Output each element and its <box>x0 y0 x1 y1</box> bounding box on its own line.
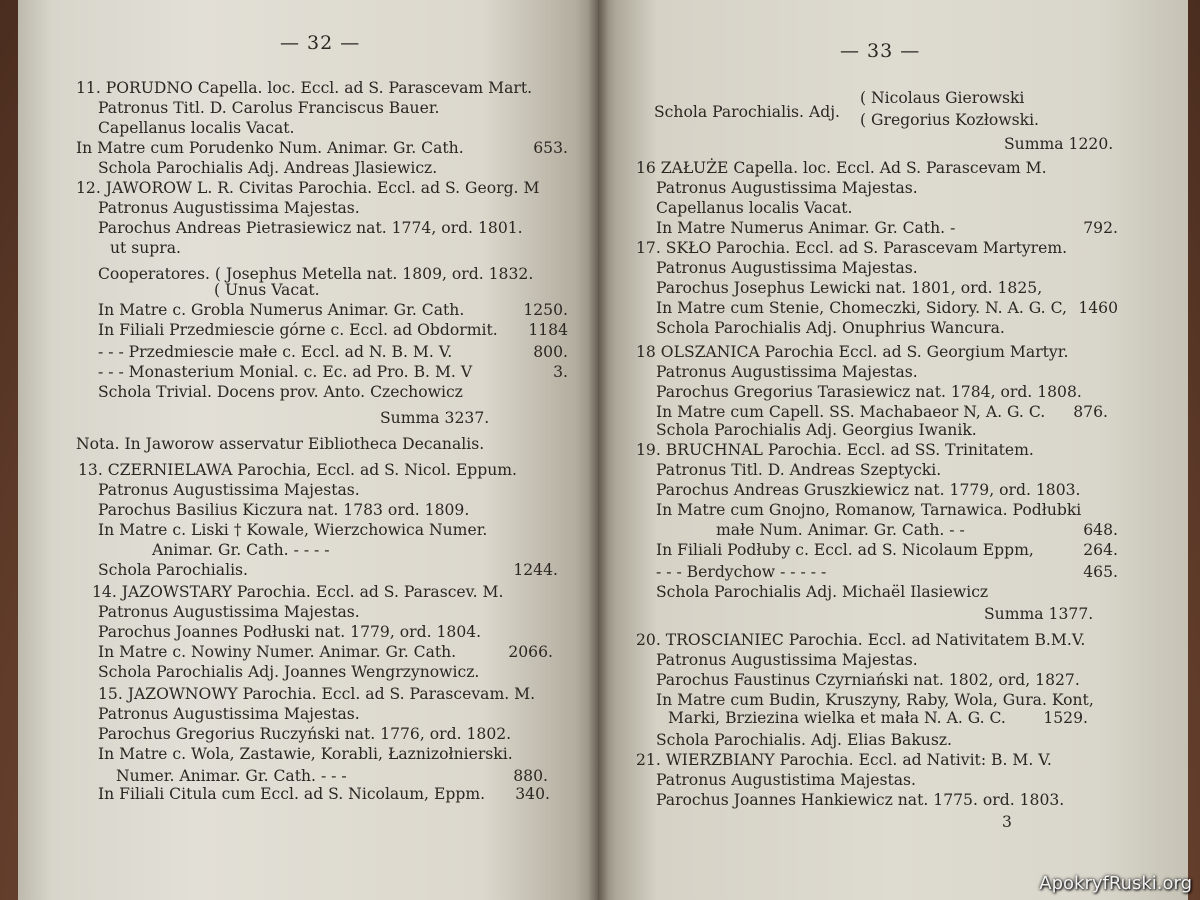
line-value: 792. <box>1083 219 1118 237</box>
text-line <box>98 300 464 320</box>
text-line <box>98 342 452 362</box>
line-text: 21. WIERZBIANY Parochia. Eccl. ad Nativit: B. M. V. <box>636 751 1052 769</box>
line-text: Parochus Josephus Lewicki nat. 1801, ord. 1825, <box>656 279 1043 297</box>
line-text: Schola Parochialis Adj. Georgius Iwanik. <box>656 421 977 439</box>
line-text: Parochus Joannes Podłuski nat. 1779, ord. 1804. <box>98 623 482 641</box>
text-line <box>984 604 1093 624</box>
line-text: Patronus Augustissima Majestas. <box>656 651 918 669</box>
line-text: małe Num. Animar. Gr. Cath. - - <box>716 521 965 539</box>
text-line <box>654 102 840 122</box>
text-line <box>152 540 330 560</box>
line-text: Parochus Gregorius Ruczyński nat. 1776, ord. 1802. <box>98 725 512 743</box>
text-line <box>92 582 503 602</box>
line-text: Patronus Augustissima Majestas. <box>98 705 360 723</box>
line-text: Schola Parochialis. Adj. <box>654 103 841 121</box>
text-line <box>656 420 977 440</box>
text-line <box>656 460 941 480</box>
line-text: 13. CZERNIELAWA Parochia, Eccl. ad S. Nicol. Eppum. <box>78 461 518 479</box>
text-line <box>656 480 1081 500</box>
line-text: 15. JAZOWNOWY Parochia. Eccl. ad S. Parascevam. M. <box>98 685 536 703</box>
book-spine <box>588 0 608 900</box>
text-line <box>656 500 1081 520</box>
line-text: Schola Parochialis. Adj. Elias Bakusz. <box>656 731 952 749</box>
text-line <box>76 78 532 98</box>
text-line <box>98 744 513 764</box>
text-line <box>656 670 1080 690</box>
line-text: In Filiali Przedmiescie górne c. Eccl. ad Obdormit. <box>98 321 498 339</box>
text-line <box>656 258 918 278</box>
text-line <box>716 520 965 540</box>
line-text: Schola Trivial. Docens prov. Anto. Czechowicz <box>98 383 463 401</box>
line-text: Animar. Gr. Cath. - - - - <box>152 541 330 559</box>
line-value: 1184 <box>528 321 568 339</box>
line-text: Summa 1220. <box>1004 135 1114 153</box>
line-value: 876. <box>1073 403 1108 421</box>
line-text: In Matre cum Porudenko Num. Animar. Gr. Cath. <box>76 139 464 157</box>
text-line <box>656 198 852 218</box>
line-text: ( Nicolaus Gierowski <box>860 89 1025 107</box>
text-line <box>76 138 464 158</box>
line-text: In Filiali Podłuby c. Eccl. ad S. Nicolaum Eppm, <box>656 541 1034 559</box>
line-text: Patronus Augustissima Majestas. <box>656 179 918 197</box>
text-line <box>98 704 360 724</box>
line-text: Patronus Augustissima Majestas. <box>656 363 918 381</box>
text-line <box>76 434 484 454</box>
line-value: 800. <box>533 343 568 361</box>
line-text: Schola Parochialis Adj. Onuphrius Wancura. <box>656 319 1005 337</box>
line-text: Summa 3237. <box>380 409 490 427</box>
line-text: 11. PORUDNO Capella. loc. Eccl. ad S. Parascevam Mart. <box>76 79 533 97</box>
line-value: 880. <box>513 767 548 785</box>
line-text: Schola Parochialis Adj. Michaël Ilasiewicz <box>656 583 989 601</box>
text-line <box>98 218 523 238</box>
text-line <box>656 540 1034 560</box>
text-line <box>98 320 498 340</box>
line-value: 1529. <box>1043 709 1088 727</box>
text-line <box>636 158 1047 178</box>
line-text: In Matre c. Grobla Numerus Animar. Gr. Cath. <box>98 301 465 319</box>
line-text: Patronus Augustissima Majestas. <box>98 199 360 217</box>
text-line <box>636 238 1067 258</box>
text-line <box>116 766 347 786</box>
line-text: 16 ZAŁUŻE Capella. loc. Eccl. Ad S. Parascevam M. <box>636 159 1047 177</box>
text-line <box>656 650 918 670</box>
line-text: Capellanus localis Vacat. <box>656 199 853 217</box>
line-value: 1460 <box>1078 299 1118 317</box>
text-line <box>98 684 535 704</box>
text-line <box>636 440 1034 460</box>
line-text: 20. TROSCIANIEC Parochia. Eccl. ad Nativitatem B.M.V. <box>636 631 1086 649</box>
line-text: Parochus Joannes Hankiewicz nat. 1775. ord. 1803. <box>656 791 1065 809</box>
text-line <box>656 278 1042 298</box>
text-line <box>656 730 952 750</box>
text-line <box>636 630 1085 650</box>
text-line <box>668 708 1006 728</box>
line-text: - - - Monasterium Monial. c. Ec. ad Pro. B. M. V <box>98 363 473 381</box>
text-line <box>98 198 360 218</box>
line-text: 19. BRUCHNAL Parochia. Eccl. ad SS. Trinitatem. <box>636 441 1034 459</box>
line-text: 12. JAWOROW L. R. Civitas Parochia. Eccl. ad S. Georg. M <box>76 179 540 197</box>
text-line <box>98 362 472 382</box>
text-line <box>1002 812 1012 832</box>
line-text: Patronus Augustissima Majestas. <box>98 603 360 621</box>
line-text: 3 <box>1002 813 1012 831</box>
line-text: Cooperatores. ( Josephus Metella nat. 1809, ord. 1832. <box>98 265 534 283</box>
page-number: — 32 — <box>280 32 361 54</box>
line-value: 264. <box>1083 541 1118 559</box>
line-text: ( Unus Vacat. <box>214 281 320 299</box>
text-line <box>636 342 1068 362</box>
text-line <box>98 480 360 500</box>
line-value: 2066. <box>508 643 553 661</box>
line-text: In Matre c. Nowiny Numer. Animar. Gr. Cath. <box>98 643 457 661</box>
line-text: Marki, Brziezina wielka et mała N. A. G. C. <box>668 709 1006 727</box>
text-line <box>98 602 360 622</box>
line-value: 648. <box>1083 521 1118 539</box>
line-text: Schola Parochialis. <box>98 561 249 579</box>
text-line <box>98 500 469 520</box>
text-line <box>98 158 437 178</box>
line-text: - - - Przedmiescie małe c. Eccl. ad N. B. M. V. <box>98 343 453 361</box>
line-text: In Matre cum Stenie, Chomeczki, Sidory. N. A. G. C, <box>656 299 1067 317</box>
line-text: Capellanus localis Vacat. <box>98 119 295 137</box>
text-line <box>656 582 988 602</box>
line-text: In Matre Numerus Animar. Gr. Cath. - <box>656 219 956 237</box>
text-line <box>656 218 955 238</box>
line-text: Summa 1377. <box>984 605 1094 623</box>
line-text: - - - Berdychow - - - - - <box>656 563 827 581</box>
text-line <box>98 382 463 402</box>
text-line <box>656 178 918 198</box>
line-text: Parochus Faustinus Czyrniański nat. 1802, ord, 1827. <box>656 671 1080 689</box>
text-line <box>860 88 1024 108</box>
text-line <box>656 790 1064 810</box>
text-line <box>860 110 1039 130</box>
text-line <box>98 622 481 642</box>
text-line <box>656 562 826 582</box>
text-line <box>656 298 1067 318</box>
text-line <box>98 98 440 118</box>
text-line <box>656 690 1094 710</box>
text-line <box>380 408 489 428</box>
line-value: 3. <box>553 363 568 381</box>
text-line <box>98 642 456 662</box>
line-text: In Matre c. Wola, Zastawie, Korabli, Łaznizołnierski. <box>98 745 513 763</box>
text-line <box>214 280 320 300</box>
line-text: Parochus Andreas Pietrasiewicz nat. 1774, ord. 1801. <box>98 219 523 237</box>
line-text: In Matre c. Liski † Kowale, Wierzchowica Numer. <box>98 521 488 539</box>
line-text: Patronus Titl. D. Andreas Szeptycki. <box>656 461 942 479</box>
line-text: Patronus Augustistima Majestas. <box>656 771 916 789</box>
line-value: 340. <box>515 785 550 803</box>
text-line <box>76 178 539 198</box>
text-line <box>98 560 248 580</box>
line-text: Patronus Titl. D. Carolus Franciscus Bauer. <box>98 99 440 117</box>
text-line <box>656 770 916 790</box>
line-text: Patronus Augustissima Majestas. <box>656 259 918 277</box>
text-line <box>78 460 517 480</box>
text-line <box>98 118 294 138</box>
line-text: Nota. In Jaworow asservatur Eibliotheca Decanalis. <box>76 435 485 453</box>
line-text: Numer. Animar. Gr. Cath. - - - <box>116 767 347 785</box>
text-line <box>656 402 1045 422</box>
line-text: 18 OLSZANICA Parochia Eccl. ad S. Georgium Martyr. <box>636 343 1069 361</box>
line-text: Parochus Basilius Kiczura nat. 1783 ord. 1809. <box>98 501 470 519</box>
text-line <box>98 662 479 682</box>
line-text: ut supra. <box>110 239 182 257</box>
line-text: 14. JAZOWSTARY Parochia. Eccl. ad S. Parascev. M. <box>92 583 504 601</box>
text-line <box>656 318 1005 338</box>
line-text: Schola Parochialis Adj. Joannes Wengrzynowicz. <box>98 663 480 681</box>
line-text: Patronus Augustissima Majestas. <box>98 481 360 499</box>
line-text: Schola Parochialis Adj. Andreas Jlasiewicz. <box>98 159 438 177</box>
text-line <box>110 238 181 258</box>
line-value: 1244. <box>513 561 558 579</box>
line-text: In Filiali Citula cum Eccl. ad S. Nicolaum, Eppm. <box>98 785 486 803</box>
line-text: Parochus Andreas Gruszkiewicz nat. 1779, ord. 1803. <box>656 481 1081 499</box>
left-page <box>18 0 598 900</box>
line-text: In Matre cum Capell. SS. Machabaeor N, A. G. C. <box>656 403 1046 421</box>
line-text: In Matre cum Budin, Kruszyny, Raby, Wola, Gura. Kont, <box>656 691 1094 709</box>
line-value: 465. <box>1083 563 1118 581</box>
line-text: 17. SKŁO Parochia. Eccl. ad S. Parascevam Martyrem. <box>636 239 1068 257</box>
text-line <box>656 382 1082 402</box>
text-line <box>1004 134 1113 154</box>
line-value: 1250. <box>523 301 568 319</box>
text-line <box>98 784 485 804</box>
right-page <box>598 0 1188 900</box>
watermark: ApokryfRuski.org <box>1039 873 1192 894</box>
text-line <box>656 362 918 382</box>
text-line <box>98 520 487 540</box>
line-text: Parochus Gregorius Tarasiewicz nat. 1784, ord. 1808. <box>656 383 1082 401</box>
page-number: — 33 — <box>840 40 921 62</box>
line-text: ( Gregorius Kozłowski. <box>860 111 1040 129</box>
text-line <box>98 724 511 744</box>
line-text: In Matre cum Gnojno, Romanow, Tarnawica. Podłubki <box>656 501 1082 519</box>
line-value: 653. <box>533 139 568 157</box>
text-line <box>636 750 1052 770</box>
